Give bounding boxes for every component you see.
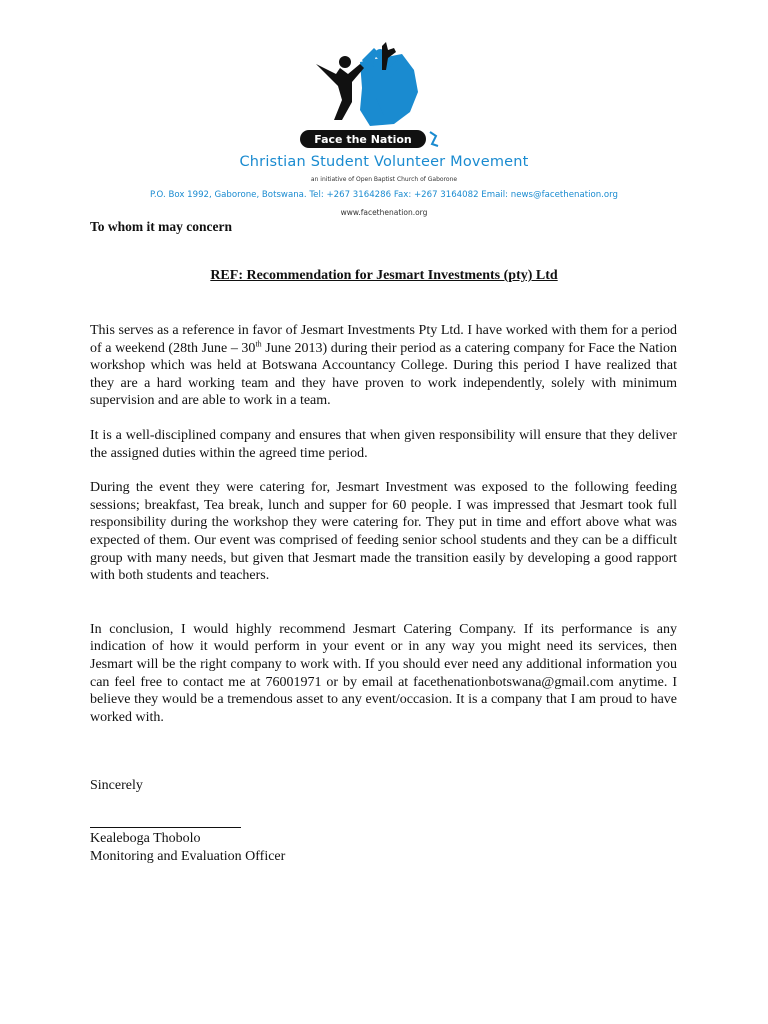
signer-title: Monitoring and Evaluation Officer — [90, 849, 286, 864]
logo-graphic — [290, 40, 450, 152]
paragraph-intro — [90, 322, 677, 410]
letter-body — [90, 322, 677, 726]
paragraph-discipline: It is a well-disciplined company and ensures that when given responsibility will ensure that they deliver the assigned duties within the agreed time period. — [90, 427, 677, 461]
paragraph-intro-part-2: June 2013) during their period as a catering company for Face the Nation workshop which was held at Botswana Accountancy College. During this period I have realized that they are a hard working team and they have proven to work independently, solely with minimum supervision and are able to work in a team. — [90, 340, 677, 409]
org-contact: P.O. Box 1992, Gaborone, Botswana. Tel: +267 3164286 Fax: +267 3164082 Email: news@facethenation.org — [149, 190, 619, 200]
paragraph-conclusion: In conclusion, I would highly recommend Jesmart Catering Company. If its performance is any indication of how it would perform in your event or in any way you might need its services, then Jesmart will be the right company to work with. If you should ever need any additional information you can feel free to contact me at 76001971 or by email at facethenationbotswana@gmail.com anytime. I believe they would be a tremendous asset to any event/occasion. It is a company that I am proud to have worked with. — [90, 621, 677, 725]
salutation: To whom it may concern — [90, 219, 232, 234]
org-website: www.facethenation.org — [340, 208, 428, 217]
signer-name: Kealeboga Thobolo — [90, 831, 201, 846]
paragraph-event: During the event they were catering for, Jesmart Investment was exposed to the following feeding sessions; breakfast, Tea break, lunch and supper for 60 people. I was impressed that Jesmart took full responsibility during the workshop they were catering for. They put in time and effort above what was expected of them. Our event was comprised of feeding senior school students and they can be a difficult group with many needs, but given that Jesmart made the transition easily by developing a good rapport with both students and teachers. — [90, 480, 677, 584]
signature-line — [90, 827, 241, 828]
paragraph-intro-part-1: This serves as a reference in favor of Jesmart Investments Pty Ltd. I have worked with them for a period of a weekend (28th June – 30 — [90, 323, 677, 356]
face-the-nation-logo — [290, 40, 450, 152]
org-initiative: an initiative of Open Baptist Church of Gaborone — [310, 176, 458, 183]
closing: Sincerely — [90, 778, 143, 793]
reference-title: REF: Recommendation for Jesmart Investments (pty) Ltd — [210, 268, 558, 283]
logo-text: Face the Nation — [314, 133, 412, 146]
date-superscript: th — [255, 338, 262, 348]
org-name: Christian Student Volunteer Movement — [239, 154, 529, 170]
